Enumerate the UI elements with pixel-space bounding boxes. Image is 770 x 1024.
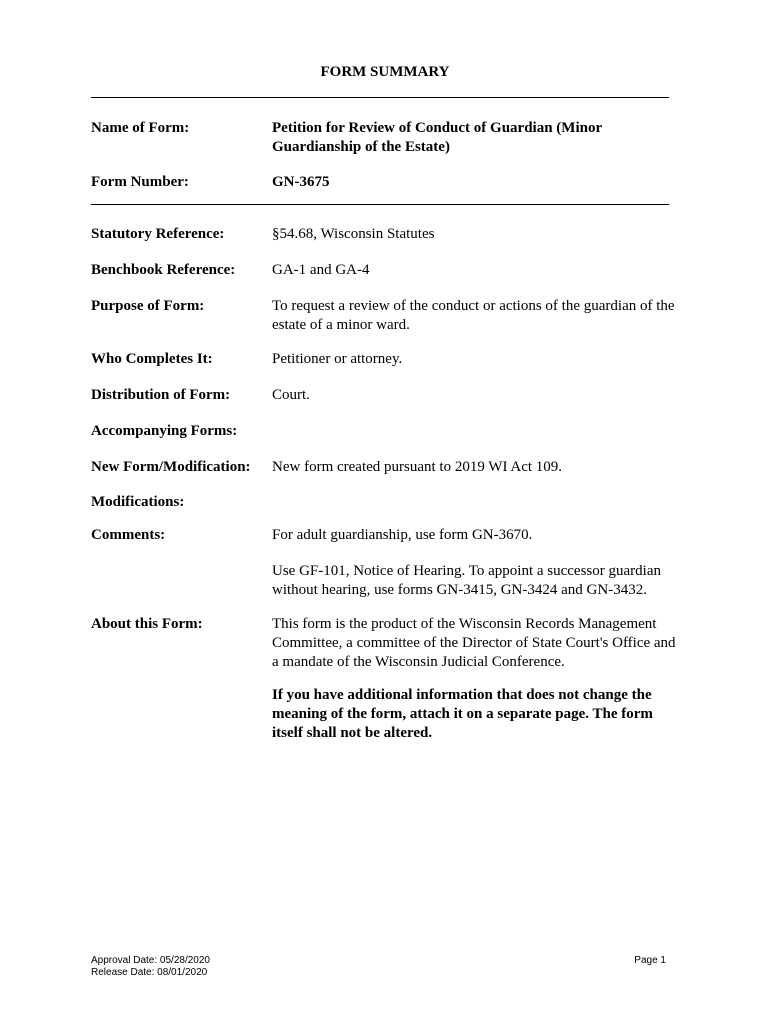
accompanying-forms-label: Accompanying Forms: — [91, 423, 238, 439]
new-form-modification-label: New Form/Modification: — [91, 459, 251, 475]
approval-date: Approval Date: 05/28/2020 — [91, 955, 210, 966]
about-this-form-paragraph-2: If you have additional information that does not change the meaning of the form, attach it on a separate page. The form itself shall not be altered. — [272, 687, 653, 741]
statutory-reference-value: §54.68, Wisconsin Statutes — [272, 226, 435, 242]
benchbook-reference-label: Benchbook Reference: — [91, 262, 236, 278]
middle-divider — [91, 204, 669, 205]
purpose-of-form-value: To request a review of the conduct or actions of the guardian of the estate of a minor ward. — [272, 298, 675, 333]
who-completes-it-value: Petitioner or attorney. — [272, 351, 403, 367]
modifications-label: Modifications: — [91, 494, 185, 510]
form-number-label: Form Number: — [91, 174, 189, 190]
who-completes-it-label: Who Completes It: — [91, 351, 213, 367]
form-number-value: GN-3675 — [272, 174, 330, 190]
statutory-reference-label: Statutory Reference: — [91, 226, 225, 242]
name-of-form-label: Name of Form: — [91, 120, 190, 136]
new-form-modification-value: New form created pursuant to 2019 WI Act 109. — [272, 459, 563, 475]
comments-paragraph-1: For adult guardianship, use form GN-3670. — [272, 527, 533, 543]
comments-label: Comments: — [91, 527, 166, 543]
benchbook-reference-value: GA-1 and GA-4 — [272, 262, 370, 278]
comments-paragraph-2: Use GF-101, Notice of Hearing. To appoint a successor guardian without hearing, use forms GN-3415, GN-3424 and GN-3432. — [272, 563, 661, 598]
page-number: Page 1 — [634, 955, 666, 966]
release-date: Release Date: 08/01/2020 — [91, 967, 208, 978]
footer-dates — [91, 955, 210, 979]
name-of-form-value: Petition for Review of Conduct of Guardian (Minor Guardianship of the Estate) — [272, 120, 602, 155]
purpose-of-form-label: Purpose of Form: — [91, 298, 205, 314]
page-title: FORM SUMMARY — [320, 64, 450, 80]
distribution-of-form-label: Distribution of Form: — [91, 387, 231, 403]
about-this-form-paragraph-1: This form is the product of the Wisconsin Records Management Committee, a committee of the Director of State Court's Office and a mandate of the Wisconsin Judicial Conference. — [272, 616, 676, 670]
top-divider — [91, 97, 669, 98]
about-this-form-label: About this Form: — [91, 616, 203, 632]
distribution-of-form-value: Court. — [272, 387, 310, 403]
